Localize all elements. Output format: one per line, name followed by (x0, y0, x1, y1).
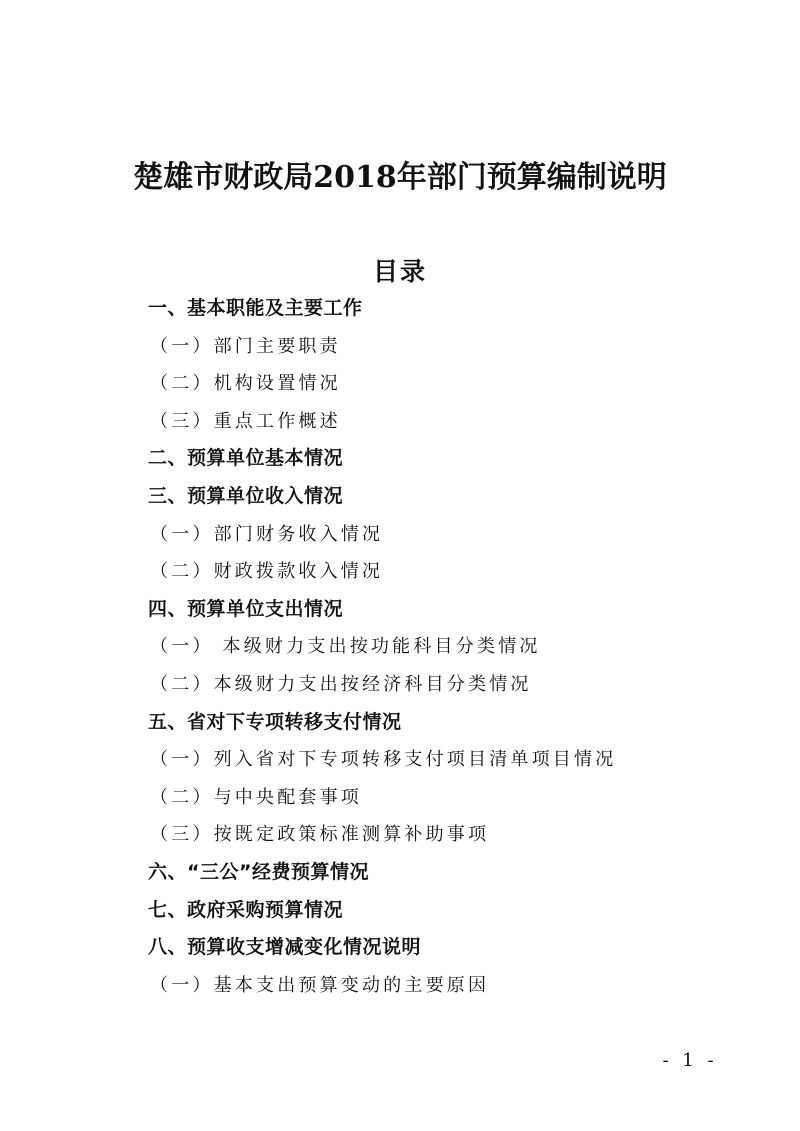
toc-subsection-entry: （三）按既定政策标准测算补助事项 (150, 824, 490, 846)
toc-subsection-entry: （二）本级财力支出按经济科目分类情况 (150, 673, 532, 695)
table-of-contents (148, 290, 748, 1004)
toc-subsection-entry: （一）部门财务收入情况 (150, 523, 384, 545)
toc-subsection-entry: （二）财政拨款收入情况 (150, 561, 384, 583)
page-number: - 1 - (662, 1050, 718, 1071)
toc-section-entry: 四、预算单位支出情况 (148, 597, 344, 620)
toc-subsection-entry: （一）基本支出预算变动的主要原因 (150, 974, 490, 996)
toc-subsection-entry: （二）与中央配套事项 (150, 786, 362, 808)
toc-section-entry: 三、预算单位收入情况 (148, 484, 344, 507)
toc-subsection-entry: （一）部门主要职责 (150, 335, 341, 357)
toc-subsection-entry: （二）机构设置情况 (150, 373, 341, 395)
toc-subsection-entry: （一）列入省对下专项转移支付项目清单项目情况 (150, 749, 617, 771)
toc-subsection-entry: （一） 本级财力支出按功能科目分类情况 (150, 636, 541, 658)
toc-section-entry: 二、预算单位基本情况 (148, 447, 344, 470)
toc-subsection-entry: （三）重点工作概述 (150, 410, 341, 432)
toc-heading: 目录 (372, 257, 427, 286)
document-title: 楚雄市财政局2018年部门预算编制说明 (133, 160, 667, 195)
toc-section-entry: 八、预算收支增减变化情况说明 (148, 936, 422, 959)
toc-section-entry: 六、“三公”经费预算情况 (148, 860, 369, 883)
toc-section-entry: 一、基本职能及主要工作 (148, 297, 363, 319)
toc-section-entry: 七、政府采购预算情况 (148, 898, 344, 921)
toc-section-entry: 五、省对下专项转移支付情况 (148, 710, 402, 733)
